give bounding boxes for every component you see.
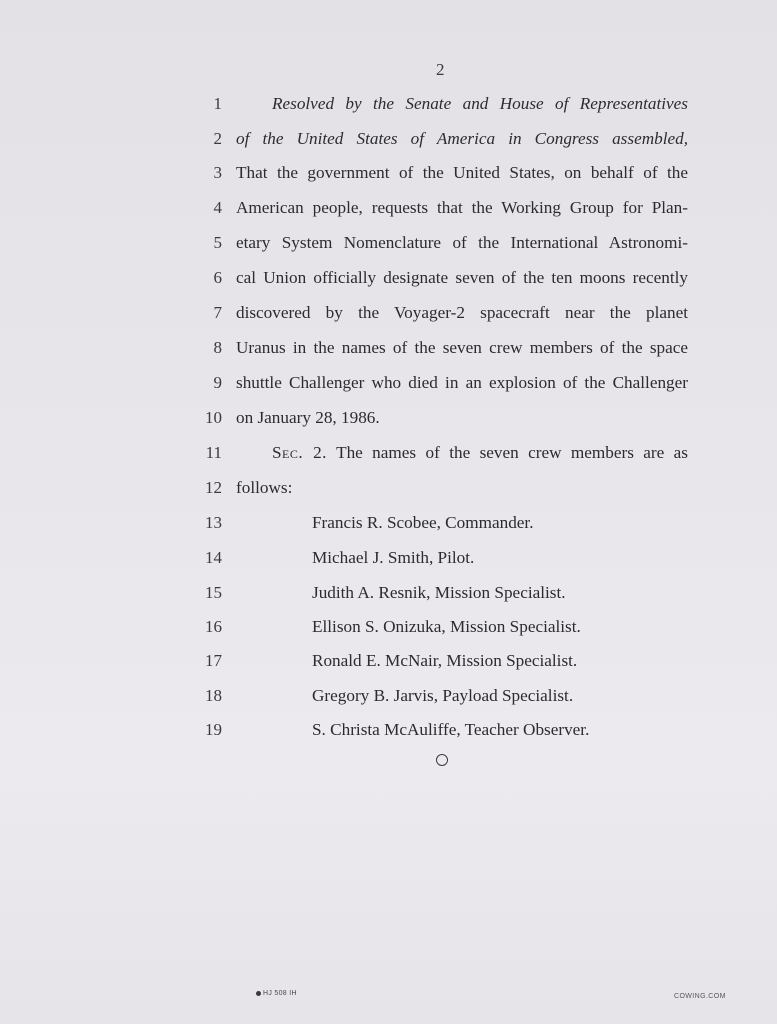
crew-member-name: Ronald E. McNair, Mission Specialist. [312, 651, 578, 670]
line-text: American people, requests that the Working Group for Plan- [236, 198, 688, 217]
document-line [0, 268, 777, 298]
line-text: etary System Nomenclature of the International Astronomi- [236, 233, 688, 252]
crew-member-name: S. Christa McAuliffe, Teacher Observer. [312, 720, 590, 739]
document-line [0, 233, 777, 263]
line-number: 17 [205, 651, 222, 670]
document-line [0, 129, 777, 159]
crew-member-name: Francis R. Scobee, Commander. [312, 513, 534, 532]
line-number: 15 [205, 583, 222, 602]
line-text: Resolved by the Senate and House of Representatives [272, 94, 688, 113]
crew-member-name: Judith A. Resnik, Mission Specialist. [312, 583, 566, 602]
crew-member-name: Michael J. Smith, Pilot. [312, 548, 475, 567]
section-text: The names of the seven crew members are as [326, 443, 688, 462]
line-number: 9 [213, 373, 222, 392]
line-text: Uranus in the names of the seven crew members of the space [236, 338, 688, 357]
crew-member-name: Gregory B. Jarvis, Payload Specialist. [312, 686, 574, 705]
line-number: 14 [205, 548, 222, 567]
line-number: 1 [213, 94, 222, 113]
line-number: 13 [205, 513, 222, 532]
line-number: 11 [205, 443, 222, 462]
section-label: Sec. 2. [272, 443, 327, 462]
document-line [0, 303, 777, 333]
bullet-dot-icon [256, 991, 261, 996]
line-text: discovered by the Voyager-2 spacecraft near the planet [236, 303, 688, 322]
document-line [0, 443, 777, 473]
document-line [0, 408, 777, 438]
document-line [0, 198, 777, 228]
document-line [0, 94, 777, 124]
crew-member-line [0, 720, 777, 750]
crew-member-line [0, 686, 777, 716]
line-text: shuttle Challenger who died in an explosion of the Challenger [236, 373, 688, 392]
line-text: follows: [236, 478, 293, 497]
line-text: of the United States of America in Congress assembled, [236, 129, 688, 148]
bill-footer-code [256, 990, 297, 997]
crew-member-line [0, 548, 777, 578]
line-number: 8 [213, 338, 222, 357]
line-text [272, 443, 688, 463]
crew-member-line [0, 513, 777, 543]
end-circle-icon [436, 754, 448, 766]
line-number: 4 [213, 198, 222, 217]
crew-member-name: Ellison S. Onizuka, Mission Specialist. [312, 617, 581, 636]
line-text: cal Union officially designate seven of the ten moons recently [236, 268, 688, 287]
page-number: 2 [436, 60, 445, 79]
document-line [0, 478, 777, 508]
line-number: 19 [205, 720, 222, 739]
line-number: 2 [213, 129, 222, 148]
document-line [0, 338, 777, 368]
line-number: 7 [213, 303, 222, 322]
line-text: on January 28, 1986. [236, 408, 380, 427]
crew-member-line [0, 651, 777, 681]
line-number: 16 [205, 617, 222, 636]
source-watermark: COWING.COM [674, 993, 726, 1000]
line-number: 10 [205, 408, 222, 427]
line-number: 6 [213, 268, 222, 287]
line-number: 12 [205, 478, 222, 497]
footer-code-text: HJ 508 IH [263, 990, 297, 997]
line-number: 18 [205, 686, 222, 705]
document-line [0, 373, 777, 403]
crew-member-line [0, 583, 777, 613]
document-line [0, 163, 777, 193]
line-number: 5 [213, 233, 222, 252]
line-number: 3 [213, 163, 222, 182]
line-text: That the government of the United States, on behalf of the [236, 163, 688, 182]
crew-member-line [0, 617, 777, 647]
